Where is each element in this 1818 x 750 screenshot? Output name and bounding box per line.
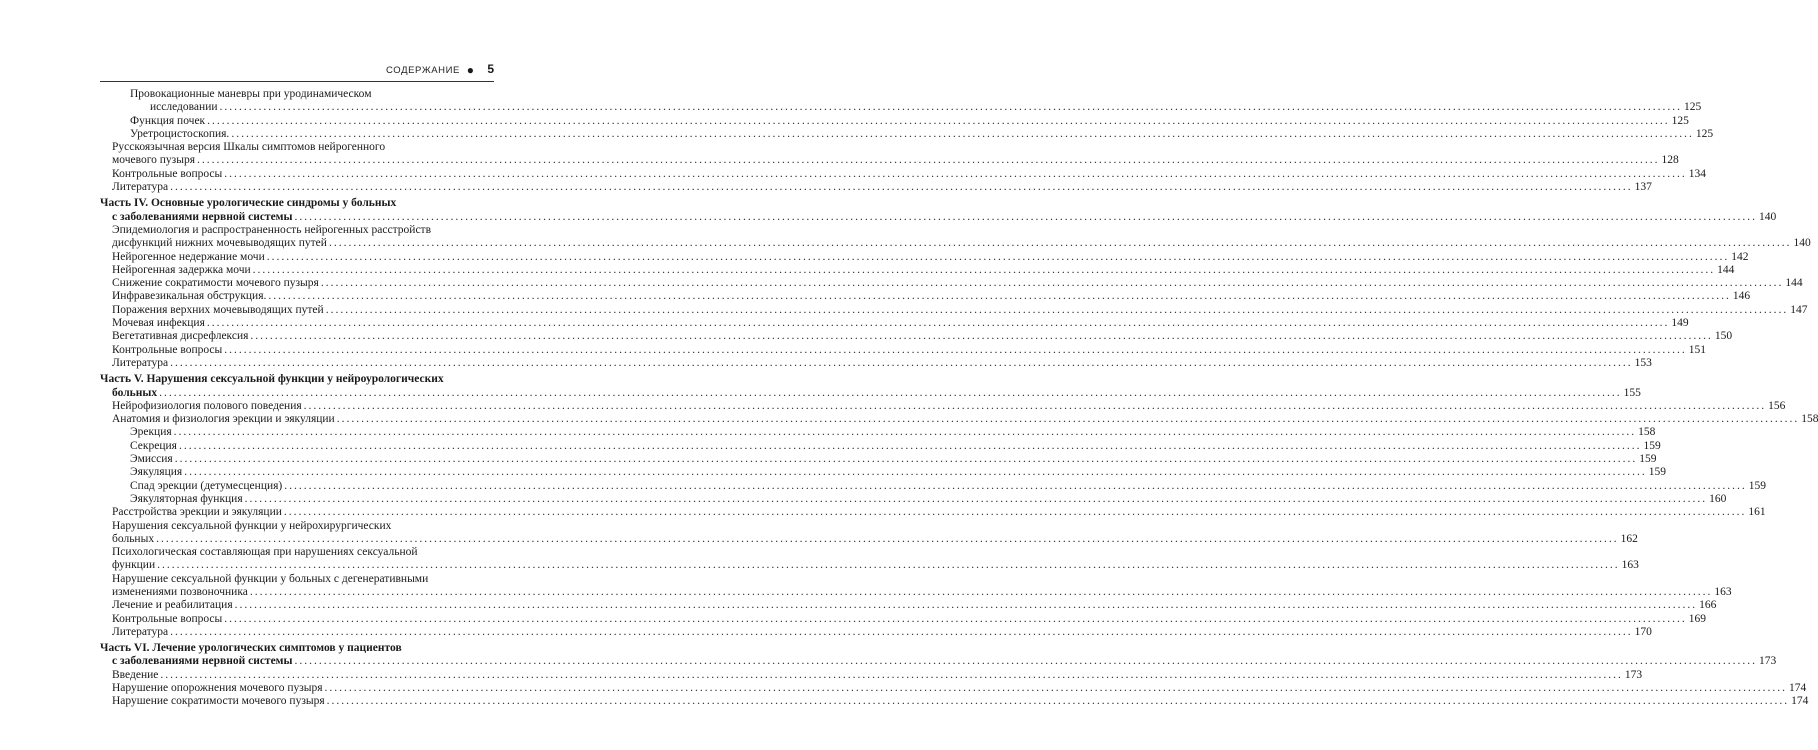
dot-leader: ............................................................................................................................................................................................................................................................................................................ xyxy=(173,426,1637,439)
toc-entry xyxy=(100,695,1809,708)
dot-leader: ............................................................................................................................................................................................................................................................................................................ xyxy=(294,210,1757,223)
toc-part-entry xyxy=(100,642,1777,669)
toc-entry-title: с заболеваниями нервной системы xyxy=(112,210,293,223)
toc-entry-page: 162 xyxy=(1620,532,1638,545)
toc-entry-title: Снижение сократимости мочевого пузыря xyxy=(112,277,319,290)
toc-entry-title: Нарушение сократимости мочевого пузыря xyxy=(112,695,325,708)
toc-entry xyxy=(100,668,1643,682)
dot-leader: ............................................................................................................................................................................................................................................................................................................ xyxy=(325,303,1789,316)
toc-entry-page: 159 xyxy=(1748,479,1766,492)
toc-entry-title: мочевого пузыря xyxy=(112,154,195,167)
toc-entry-title: Инфравезикальная обструкция. xyxy=(112,290,267,303)
dot-leader: ............................................................................................................................................................................................................................................................................................................ xyxy=(320,277,1784,290)
dot-leader: ............................................................................................................................................................................................................................................................................................................ xyxy=(170,356,1633,369)
toc-entry-page: 159 xyxy=(1639,453,1657,466)
toc-entry-title-line: Психологическая составляющая при нарушениях сексуальной xyxy=(112,546,418,559)
toc-entry-page: 125 xyxy=(1695,127,1714,140)
toc-entry-title: больных xyxy=(112,386,158,399)
toc-entry-title: Нарушение опорожнения мочевого пузыря xyxy=(112,682,323,695)
toc-entry-title: Спад эрекции (детумесценция) xyxy=(130,479,283,492)
toc-entry-title-line: Русскоязычная версия Шкалы симптомов нейрогенного xyxy=(112,141,386,154)
toc-entry-title: Нейрофизиология полового поведения xyxy=(112,399,302,412)
toc-entry-page: 170 xyxy=(1634,625,1652,638)
toc-entry-title: Эмиссия xyxy=(130,453,173,466)
toc-entry xyxy=(100,453,1657,466)
toc-entry-page: 128 xyxy=(1661,154,1679,167)
toc-entry xyxy=(100,181,1652,194)
toc-entry-page: 147 xyxy=(1790,303,1808,316)
page-number: 5 xyxy=(487,62,494,76)
toc-entry-page: 158 xyxy=(1638,426,1656,439)
dot-leader: ............................................................................................................................................................................................................................................................................................................ xyxy=(328,237,1792,250)
toc-entry xyxy=(100,250,1749,264)
dot-leader: ............................................................................................................................................................................................................................................................................................................ xyxy=(197,154,1660,167)
toc-entry xyxy=(100,479,1766,493)
toc-entry-title: Эрекция xyxy=(130,426,172,439)
toc-entry-title: исследовании xyxy=(150,101,218,114)
toc-entry-title-line: Эпидемиология и распространенность нейрогенных расстройств xyxy=(112,223,432,236)
toc-entry-page: 125 xyxy=(1684,101,1702,114)
dot-leader: ............................................................................................................................................................................................................................................................................................................ xyxy=(178,439,1642,452)
toc-entry xyxy=(100,290,1751,303)
toc-entry-title: Литература xyxy=(112,181,169,194)
dot-leader: ............................................................................................................................................................................................................................................................................................................ xyxy=(324,682,1788,695)
toc-entry-title: Поражения верхних мочевыводящих путей xyxy=(112,303,324,316)
toc-entry-title: Вегетативная дисрефлексия xyxy=(112,330,249,343)
toc-entry-page: 125 xyxy=(1671,114,1689,127)
toc-entry-title: Секреция xyxy=(130,439,177,452)
toc-entry xyxy=(100,546,1639,573)
dot-leader: ............................................................................................................................................................................................................................................................................................................ xyxy=(250,330,1713,343)
dot-leader: ............................................................................................................................................................................................................................................................................................................ xyxy=(336,413,1800,426)
toc-entry-page: 140 xyxy=(1759,210,1777,223)
dot-leader: ............................................................................................................................................................................................................................................................................................................ xyxy=(219,101,1683,114)
toc-entry xyxy=(100,599,1717,612)
toc-entry xyxy=(100,572,1732,600)
toc-entry xyxy=(100,223,1811,251)
toc-entry-page: 144 xyxy=(1717,263,1735,276)
toc-entry-title: Введение xyxy=(112,668,159,681)
dot-leader: ............................................................................................................................................................................................................................................................................................................ xyxy=(174,453,1638,466)
toc-entry xyxy=(100,317,1689,330)
toc-entry-title-line: Нарушение сексуальной функции у больных с дегенеративными xyxy=(112,572,429,585)
toc-entry xyxy=(100,426,1656,439)
toc-entry-title-line: Провокационные маневры при уродинамическом xyxy=(130,88,372,100)
toc-entry-title-line: Часть V. Нарушения сексуальной функции у нейроурологических xyxy=(100,373,444,386)
dot-leader: ............................................................................................................................................................................................................................................................................................................ xyxy=(294,655,1757,668)
toc-entry-title: Уретроцистоскопия. xyxy=(130,127,230,140)
toc-entry-page: 174 xyxy=(1789,682,1807,695)
dot-leader: ............................................................................................................................................................................................................................................................................................................ xyxy=(157,559,1620,572)
toc-entry-page: 144 xyxy=(1785,277,1803,290)
toc-entry xyxy=(100,519,1638,547)
toc-entry-title: Мочевая инфекция xyxy=(112,317,205,330)
toc-entry-title-line: Часть IV. Основные урологические синдромы у больных xyxy=(100,197,397,210)
toc-entry xyxy=(100,506,1766,519)
toc-entry xyxy=(100,682,1807,695)
dot-leader: ............................................................................................................................................................................................................................................................................................................ xyxy=(207,114,1670,127)
toc-entry-title: Эякуляторная функция xyxy=(130,492,243,505)
toc-entry xyxy=(100,625,1652,639)
toc-entry-title: изменениями позвоночника xyxy=(112,585,248,598)
toc-entry-page: 140 xyxy=(1793,237,1811,250)
toc-entry-page: 173 xyxy=(1759,655,1777,668)
toc-entry-page: 155 xyxy=(1623,386,1641,399)
dot-leader: ............................................................................................................................................................................................................................................................................................................ xyxy=(224,167,1687,180)
dot-leader: ............................................................................................................................................................................................................................................................................................................ xyxy=(284,479,1747,492)
dot-leader: ............................................................................................................................................................................................................................................................................................................ xyxy=(231,127,1694,140)
toc-entry xyxy=(100,439,1661,453)
dot-leader: ............................................................................................................................................................................................................................................................................................................ xyxy=(326,695,1790,708)
toc-entry-title: функции xyxy=(112,559,156,572)
dot-leader: ............................................................................................................................................................................................................................................................................................................ xyxy=(170,625,1633,638)
toc-entry-page: 163 xyxy=(1714,585,1732,598)
toc-entry-title: Литература xyxy=(112,625,169,638)
toc-entry-page: 158 xyxy=(1801,413,1818,426)
dot-leader: ............................................................................................................................................................................................................................................................................................................ xyxy=(252,263,1716,276)
toc-entry-title: Нейрогенное недержание мочи xyxy=(112,250,265,263)
toc-entry-page: 166 xyxy=(1699,599,1717,612)
toc-entry xyxy=(100,88,1702,115)
dot-leader: ............................................................................................................................................................................................................................................................................................................ xyxy=(249,585,1713,598)
toc-entry-title: Нейрогенная задержка мочи xyxy=(112,263,251,276)
toc-entry-title: Лечение и реабилитация xyxy=(112,599,233,612)
running-header xyxy=(100,63,494,82)
toc-entry-page: 137 xyxy=(1634,181,1652,194)
bullet-icon: ● xyxy=(466,63,474,77)
toc-part-entry xyxy=(100,373,1641,400)
toc-entry-page: 159 xyxy=(1648,466,1666,479)
dot-leader: ............................................................................................................................................................................................................................................................................................................ xyxy=(234,599,1698,612)
toc-entry-page: 149 xyxy=(1671,317,1689,330)
dot-leader: ............................................................................................................................................................................................................................................................................................................ xyxy=(244,492,1708,505)
toc-entry xyxy=(100,399,1786,413)
toc-part-entry xyxy=(100,197,1777,224)
toc-entry-title: Контрольные вопросы xyxy=(112,612,223,625)
toc-entry xyxy=(100,343,1706,357)
toc-entry-page: 142 xyxy=(1731,250,1749,263)
dot-leader: ............................................................................................................................................................................................................................................................................................................ xyxy=(159,386,1622,399)
toc-entry xyxy=(100,612,1706,626)
toc-entry xyxy=(100,303,1808,317)
dot-leader: ............................................................................................................................................................................................................................................................................................................ xyxy=(303,399,1767,412)
toc-entry xyxy=(100,167,1706,181)
dot-leader: ............................................................................................................................................................................................................................................................................................................ xyxy=(266,250,1730,263)
toc-entry xyxy=(100,277,1803,290)
toc-entry-page: 150 xyxy=(1714,330,1733,343)
dot-leader: ............................................................................................................................................................................................................................................................................................................ xyxy=(184,466,1647,479)
toc-entry-title-line: Нарушения сексуальной функции у нейрохирургических xyxy=(112,519,392,532)
toc-entry xyxy=(100,141,1679,168)
toc-entry-title: Контрольные вопросы xyxy=(112,167,223,180)
toc-entry-page: 156 xyxy=(1768,399,1786,412)
toc-entry xyxy=(100,263,1735,277)
dot-leader: ............................................................................................................................................................................................................................................................................................................ xyxy=(156,532,1619,545)
toc-entry-page: 159 xyxy=(1643,439,1661,452)
toc-entry xyxy=(100,127,1714,141)
toc-entry-title: Литература xyxy=(112,356,169,369)
dot-leader: ............................................................................................................................................................................................................................................................................................................ xyxy=(160,668,1623,681)
toc-entry-page: 161 xyxy=(1748,506,1766,519)
toc-entry-page: 163 xyxy=(1621,559,1639,572)
toc-entry xyxy=(100,114,1689,128)
dot-leader: ............................................................................................................................................................................................................................................................................................................ xyxy=(206,317,1670,330)
toc-entry-title: Расстройства эрекции и эякуляции xyxy=(112,506,282,519)
table-of-contents xyxy=(100,88,1818,709)
toc-entry xyxy=(100,330,1733,343)
toc-entry-page: 174 xyxy=(1791,695,1809,708)
toc-entry-title: дисфункций нижних мочевыводящих путей xyxy=(112,237,327,250)
dot-leader: ............................................................................................................................................................................................................................................................................................................ xyxy=(224,343,1687,356)
toc-entry-page: 153 xyxy=(1634,356,1652,369)
toc-entry xyxy=(100,466,1666,479)
toc-entry-page: 173 xyxy=(1624,668,1643,681)
toc-entry-page: 169 xyxy=(1688,612,1706,625)
toc-entry-title-line: Часть VI. Лечение урологических симптомов у пациентов xyxy=(100,642,402,655)
toc-entry xyxy=(100,413,1818,426)
dot-leader: ............................................................................................................................................................................................................................................................................................................ xyxy=(224,612,1687,625)
toc-entry-title: с заболеваниями нервной системы xyxy=(112,655,293,668)
toc-entry-page: 160 xyxy=(1709,492,1727,505)
toc-entry xyxy=(100,492,1727,506)
dot-leader: ............................................................................................................................................................................................................................................................................................................ xyxy=(170,181,1633,194)
toc-entry xyxy=(100,356,1652,370)
section-title: СОДЕРЖАНИЕ xyxy=(386,65,460,76)
toc-entry-title: Анатомия и физиология эрекции и эякуляции xyxy=(112,413,335,426)
toc-entry-title: Функция почек xyxy=(130,114,206,127)
dot-leader: ............................................................................................................................................................................................................................................................................................................ xyxy=(268,290,1731,303)
toc-entry-title: Эякуляция xyxy=(130,466,183,479)
toc-entry-page: 146 xyxy=(1732,290,1751,303)
toc-entry-page: 151 xyxy=(1688,343,1706,356)
toc-entry-page: 134 xyxy=(1688,167,1706,180)
toc-entry-title: Контрольные вопросы xyxy=(112,343,223,356)
dot-leader: ............................................................................................................................................................................................................................................................................................................ xyxy=(283,506,1747,519)
toc-entry-title: больных xyxy=(112,532,155,545)
